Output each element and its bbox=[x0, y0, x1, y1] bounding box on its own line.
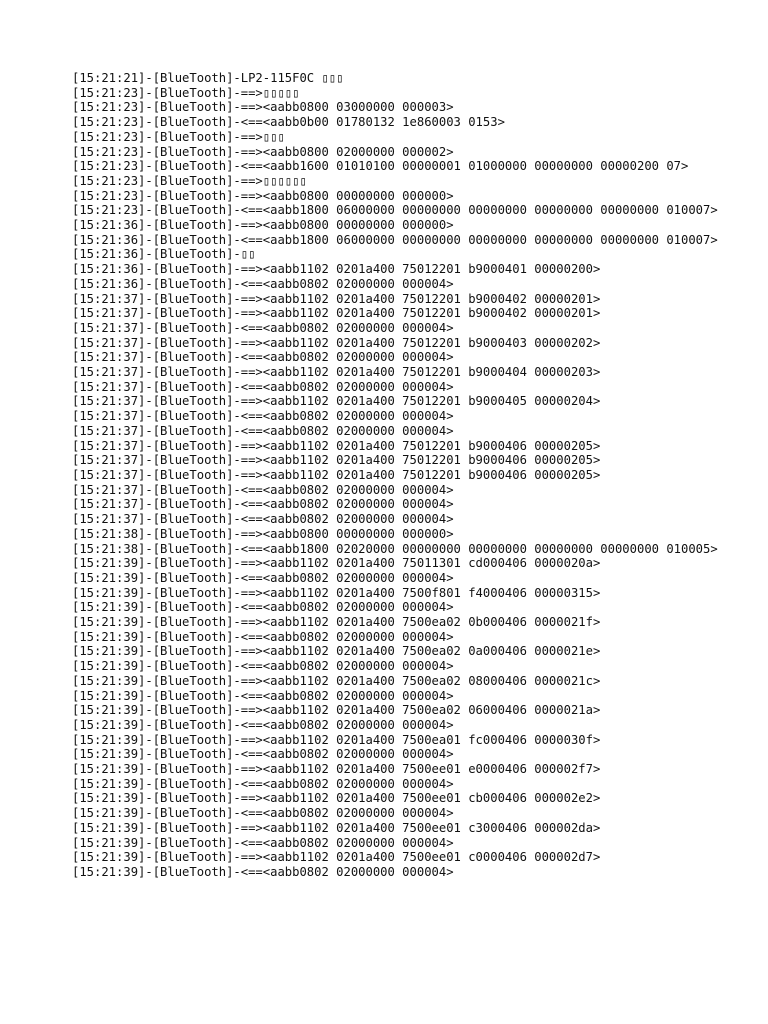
log-line: [15:21:23]-[BlueTooth]-==><aabb0800 00000000 000000> bbox=[72, 188, 454, 203]
log-line: [15:21:37]-[BlueTooth]-==><aabb1102 0201a400 75012201 b9000406 00000205> bbox=[72, 467, 601, 482]
log-line: [15:21:36]-[BlueTooth]-▯▯ bbox=[72, 247, 256, 262]
log-line: [15:21:39]-[BlueTooth]-==><aabb1102 0201a400 7500ee01 e0000406 000002f7> bbox=[72, 762, 601, 777]
log-line: [15:21:37]-[BlueTooth]-==><aabb1102 0201a400 75012201 b9000406 00000205> bbox=[72, 453, 601, 468]
log-line: [15:21:23]-[BlueTooth]-<==<aabb1600 01010100 00000001 01000000 00000000 00000200 07> bbox=[72, 159, 689, 174]
log-line: [15:21:37]-[BlueTooth]-<==<aabb0802 02000000 000004> bbox=[72, 512, 454, 527]
log-line: [15:21:36]-[BlueTooth]-<==<aabb0802 02000000 000004> bbox=[72, 276, 454, 291]
log-line: [15:21:39]-[BlueTooth]-==><aabb1102 0201a400 7500f801 f4000406 00000315> bbox=[72, 585, 601, 600]
log-line: [15:21:36]-[BlueTooth]-==><aabb1102 0201a400 75012201 b9000401 00000200> bbox=[72, 262, 601, 277]
log-line: [15:21:39]-[BlueTooth]-==><aabb1102 0201a400 7500ee01 cb000406 000002e2> bbox=[72, 791, 601, 806]
log-line: [15:21:38]-[BlueTooth]-<==<aabb1800 02020000 00000000 00000000 00000000 00000000 010005> bbox=[72, 541, 718, 556]
log-line: [15:21:37]-[BlueTooth]-<==<aabb0802 02000000 000004> bbox=[72, 350, 454, 365]
log-line: [15:21:36]-[BlueTooth]-<==<aabb1800 06000000 00000000 00000000 00000000 00000000 010007> bbox=[72, 232, 718, 247]
log-line: [15:21:39]-[BlueTooth]-<==<aabb0802 02000000 000004> bbox=[72, 688, 454, 703]
log-line: [15:21:39]-[BlueTooth]-==><aabb1102 0201a400 75011301 cd000406 0000020a> bbox=[72, 556, 601, 571]
log-document bbox=[72, 71, 762, 880]
log-line: [15:21:38]-[BlueTooth]-==><aabb0800 00000000 000000> bbox=[72, 526, 454, 541]
log-line: [15:21:37]-[BlueTooth]-==><aabb1102 0201a400 75012201 b9000402 00000201> bbox=[72, 291, 601, 306]
log-line: [15:21:39]-[BlueTooth]-<==<aabb0802 02000000 000004> bbox=[72, 835, 454, 850]
log-line: [15:21:37]-[BlueTooth]-<==<aabb0802 02000000 000004> bbox=[72, 482, 454, 497]
log-line: [15:21:39]-[BlueTooth]-<==<aabb0802 02000000 000004> bbox=[72, 570, 454, 585]
log-line: [15:21:39]-[BlueTooth]-<==<aabb0802 02000000 000004> bbox=[72, 776, 454, 791]
log-line: [15:21:37]-[BlueTooth]-==><aabb1102 0201a400 75012201 b9000403 00000202> bbox=[72, 335, 601, 350]
log-line: [15:21:23]-[BlueTooth]-==>▯▯▯▯▯ bbox=[72, 85, 300, 100]
log-line: [15:21:37]-[BlueTooth]-<==<aabb0802 02000000 000004> bbox=[72, 320, 454, 335]
log-line: [15:21:37]-[BlueTooth]-==><aabb1102 0201a400 75012201 b9000404 00000203> bbox=[72, 365, 601, 380]
log-line: [15:21:23]-[BlueTooth]-<==<aabb0b00 01780132 1e860003 0153> bbox=[72, 115, 505, 130]
log-line: [15:21:39]-[BlueTooth]-<==<aabb0802 02000000 000004> bbox=[72, 659, 454, 674]
log-line: [15:21:39]-[BlueTooth]-<==<aabb0802 02000000 000004> bbox=[72, 747, 454, 762]
log-line: [15:21:21]-[BlueTooth]-LP2-115F0C ▯▯▯ bbox=[72, 71, 344, 85]
log-line: [15:21:23]-[BlueTooth]-==><aabb0800 02000000 000002> bbox=[72, 144, 454, 159]
log-line: [15:21:39]-[BlueTooth]-<==<aabb0802 02000000 000004> bbox=[72, 717, 454, 732]
log-line: [15:21:39]-[BlueTooth]-==><aabb1102 0201a400 7500ee01 c3000406 000002da> bbox=[72, 820, 601, 835]
log-line: [15:21:23]-[BlueTooth]-<==<aabb1800 06000000 00000000 00000000 00000000 00000000 010007> bbox=[72, 203, 718, 218]
log-line: [15:21:37]-[BlueTooth]-==><aabb1102 0201a400 75012201 b9000405 00000204> bbox=[72, 394, 601, 409]
log-line: [15:21:39]-[BlueTooth]-==><aabb1102 0201a400 7500ea02 0a000406 0000021e> bbox=[72, 644, 601, 659]
log-line: [15:21:39]-[BlueTooth]-==><aabb1102 0201a400 7500ea02 06000406 0000021a> bbox=[72, 703, 601, 718]
log-line: [15:21:39]-[BlueTooth]-==><aabb1102 0201a400 7500ee01 c0000406 000002d7> bbox=[72, 850, 601, 865]
log-line: [15:21:23]-[BlueTooth]-==>▯▯▯ bbox=[72, 129, 285, 144]
log-line: [15:21:39]-[BlueTooth]-==><aabb1102 0201a400 7500ea02 08000406 0000021c> bbox=[72, 673, 601, 688]
log-line: [15:21:37]-[BlueTooth]-<==<aabb0802 02000000 000004> bbox=[72, 379, 454, 394]
log-line: [15:21:39]-[BlueTooth]-<==<aabb0802 02000000 000004> bbox=[72, 629, 454, 644]
log-line: [15:21:39]-[BlueTooth]-<==<aabb0802 02000000 000004> bbox=[72, 600, 454, 615]
log-line: [15:21:39]-[BlueTooth]-==><aabb1102 0201a400 7500ea01 fc000406 0000030f> bbox=[72, 732, 601, 747]
log-line: [15:21:37]-[BlueTooth]-<==<aabb0802 02000000 000004> bbox=[72, 497, 454, 512]
log-line: [15:21:37]-[BlueTooth]-==><aabb1102 0201a400 75012201 b9000406 00000205> bbox=[72, 438, 601, 453]
log-line: [15:21:39]-[BlueTooth]-==><aabb1102 0201a400 7500ea02 0b000406 0000021f> bbox=[72, 615, 601, 630]
log-line: [15:21:37]-[BlueTooth]-==><aabb1102 0201a400 75012201 b9000402 00000201> bbox=[72, 306, 601, 321]
log-line: [15:21:39]-[BlueTooth]-<==<aabb0802 02000000 000004> bbox=[72, 864, 454, 879]
log-line: [15:21:36]-[BlueTooth]-==><aabb0800 00000000 000000> bbox=[72, 218, 454, 233]
log-line: [15:21:39]-[BlueTooth]-<==<aabb0802 02000000 000004> bbox=[72, 806, 454, 821]
log-line: [15:21:23]-[BlueTooth]-==>▯▯▯▯▯▯ bbox=[72, 173, 307, 188]
log-line: [15:21:37]-[BlueTooth]-<==<aabb0802 02000000 000004> bbox=[72, 423, 454, 438]
log-line: [15:21:23]-[BlueTooth]-==><aabb0800 03000000 000003> bbox=[72, 100, 454, 115]
log-line: [15:21:37]-[BlueTooth]-<==<aabb0802 02000000 000004> bbox=[72, 409, 454, 424]
